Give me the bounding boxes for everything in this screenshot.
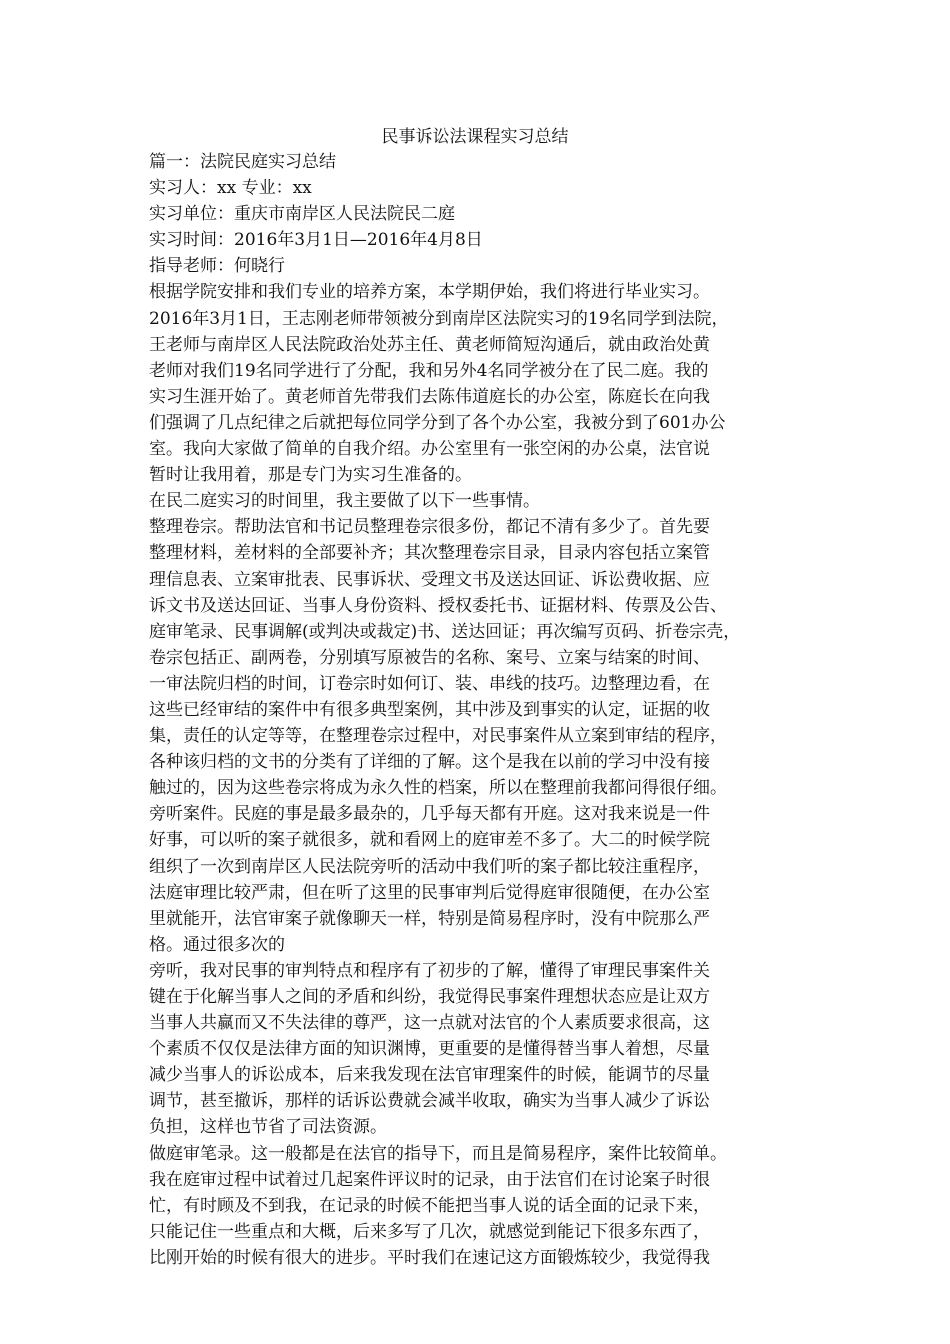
text-line: 集，责任的认定等等，在整理卷宗过程中，对民事案件从立案到审结的程序，: [149, 726, 727, 747]
text-line: 暂时让我用着，那是专门为实习生准备的。: [149, 465, 472, 486]
text-line: 指导老师：何晓行: [149, 256, 285, 277]
document-body: [149, 149, 809, 1271]
text-line: 我在庭审过程中试着过几起案件评议时的记录，由于法官们在讨论案子时很: [149, 1169, 710, 1190]
text-line: 根据学院安排和我们专业的培养方案，本学期伊始，我们将进行毕业实习。: [149, 282, 710, 303]
text-line: 负担，这样也节省了司法资源。: [149, 1117, 387, 1138]
text-line: 王老师与南岸区人民法院政治处苏主任、黄老师简短沟通后，就由政治处黄: [149, 334, 710, 355]
text-line: 触过的，因为这些卷宗将成为永久性的档案，所以在整理前我都问得很仔细。: [149, 778, 727, 799]
text-line: 里就能开，法官审案子就像聊天一样，特别是简易程序时，没有中院那么严: [149, 908, 710, 929]
text-line: 实习单位：重庆市南岸区人民法院民二庭: [149, 204, 455, 225]
text-line: 篇一：法院民庭实习总结: [149, 152, 336, 172]
text-line: 实习人：xx 专业：xx: [149, 178, 312, 199]
text-line: 法庭审理比较严肃，但在听了这里的民事审判后觉得庭审很随便，在办公室: [149, 882, 710, 903]
text-line: 只能记住一些重点和大概，后来多写了几次，就感觉到能记下很多东西了，: [149, 1221, 710, 1242]
text-line: 实习时间：2016年3月1日—2016年4月8日: [149, 230, 483, 251]
text-line: 们强调了几点纪律之后就把每位同学分到了各个办公室，我被分到了601办公: [149, 412, 726, 433]
text-line: 实习生涯开始了。黄老师首先带我们去陈伟道庭长的办公室，陈庭长在向我: [149, 386, 710, 407]
text-line: 整理材料，差材料的全部要补齐；其次整理卷宗目录，目录内容包括立案管: [149, 543, 710, 564]
text-line: 当事人共赢而又不失法律的尊严，这一点就对法官的个人素质要求很高，这: [149, 1013, 710, 1034]
text-line: 忙，有时顾及不到我，在记录的时候不能把当事人说的话全面的记录下来，: [149, 1195, 710, 1216]
text-line: 这些已经审结的案件中有很多典型案例，其中涉及到事实的认定，证据的收: [149, 699, 710, 720]
text-line: 组织了一次到南岸区人民法院旁听的活动中我们听的案子都比较注重程序，: [149, 856, 710, 877]
text-line: 老师对我们19名同学进行了分配，我和另外4名同学被分在了民二庭。我的: [149, 360, 709, 381]
text-line: 2016年3月1日，王志刚老师带领被分到南岸区法院实习的19名同学到法院，: [149, 308, 729, 329]
text-line: 个素质不仅仅是法律方面的知识渊博，更重要的是懂得替当事人着想，尽量: [149, 1039, 710, 1060]
text-line: 庭审笔录、民事调解(或判决或裁定)书、送达回证；再次编写页码、折卷宗壳，: [149, 621, 741, 642]
text-line: 在民二庭实习的时间里，我主要做了以下一些事情。: [149, 491, 540, 512]
text-line: 旁听案件。民庭的事是最多最杂的，几乎每天都有开庭。这对我来说是一件: [149, 804, 710, 825]
text-line: 旁听，我对民事的审判特点和程序有了初步的了解，懂得了审理民事案件关: [149, 960, 710, 981]
text-line: 做庭审笔录。这一般都是在法官的指导下，而且是简易程序，案件比较简单。: [149, 1143, 727, 1164]
text-line: 格。通过很多次的: [149, 934, 285, 955]
text-line: 键在于化解当事人之间的矛盾和纠纷，我觉得民事案件理想状态应是让双方: [149, 987, 710, 1007]
text-line: 室。我向大家做了简单的自我介绍。办公室里有一张空闲的办公桌，法官说: [149, 439, 710, 460]
text-line: 卷宗包括正、副两卷，分别填写原被告的名称、案号、立案与结案的时间、: [149, 647, 710, 668]
text-line: 调节，甚至撤诉，那样的话诉讼费就会减半收取，确实为当事人减少了诉讼: [149, 1091, 710, 1112]
text-line: 一审法院归档的时间，订卷宗时如何订、装、串线的技巧。边整理边看，在: [149, 673, 710, 694]
text-line: 理信息表、立案审批表、民事诉状、受理文书及送达回证、诉讼费收据、应: [149, 569, 710, 590]
text-line: 诉文书及送达回证、当事人身份资料、授权委托书、证据材料、传票及公告、: [149, 595, 727, 616]
text-line: 比刚开始的时候有很大的进步。平时我们在速记这方面锻炼较少，我觉得我: [149, 1247, 710, 1268]
document-title: 民事诉讼法课程实习总结: [381, 127, 569, 147]
text-line: 整理卷宗。帮助法官和书记员整理卷宗很多份，都记不清有多少了。首先要: [149, 517, 710, 538]
text-line: 各种该归档的文书的分类有了详细的了解。这个是我在以前的学习中没有接: [149, 752, 710, 773]
text-line: 好事，可以听的案子就很多，就和看网上的庭审差不多了。大二的时候学院: [149, 830, 710, 851]
text-line: 减少当事人的诉讼成本，后来我发现在法官审理案件的时候，能调节的尽量: [149, 1065, 710, 1086]
